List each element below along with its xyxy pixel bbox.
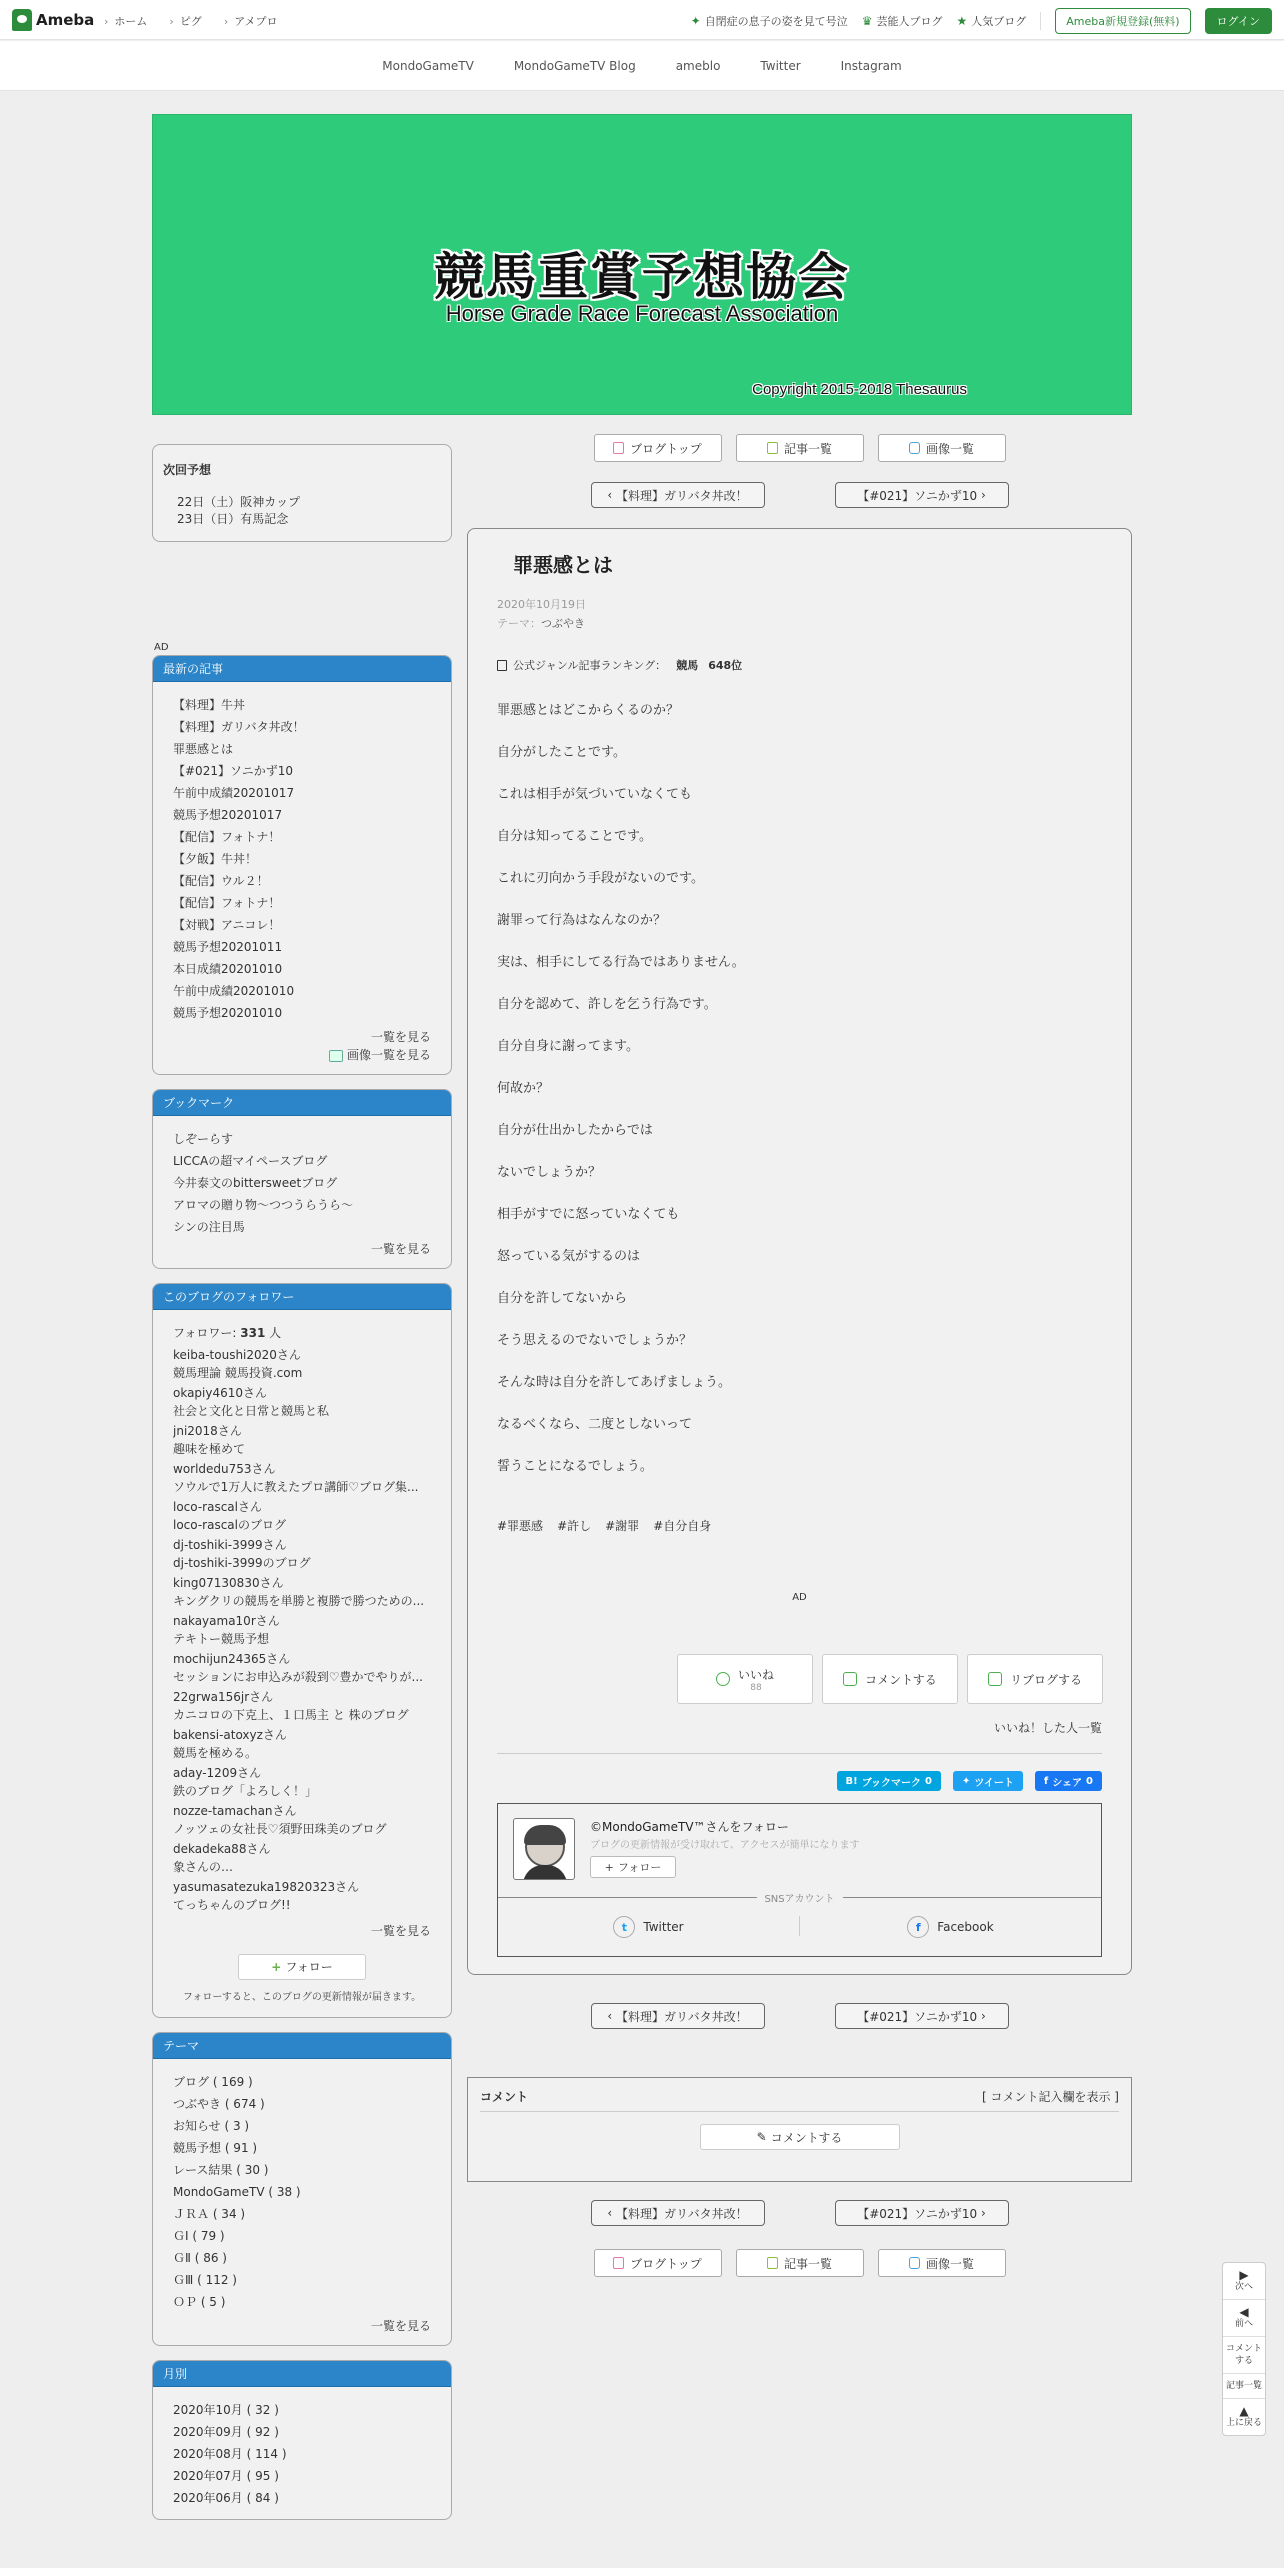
theme-link[interactable]: ＯＰ ( 5 ) <box>173 2295 226 2309</box>
follower-name: dj-toshiki-3999さん <box>173 1538 287 1552</box>
next-entry-label: 【#021】ソニかず10 <box>857 2206 978 2221</box>
float-entry-list-label: 記事一覧 <box>1225 2381 1262 2391</box>
trending-link[interactable] <box>691 13 848 29</box>
comment-icon: ✎ <box>756 2130 767 2144</box>
follower-item[interactable] <box>173 1346 431 1382</box>
follower-item[interactable] <box>173 1840 431 1876</box>
follower-name: jni2018さん <box>173 1424 242 1438</box>
divider <box>1040 12 1041 30</box>
hatena-bookmark-button[interactable] <box>837 1771 941 1791</box>
global-nav-pigg[interactable]: › ピグ <box>169 13 201 29</box>
article-paragraph: 怒っている気がするのは <box>497 1249 641 1264</box>
follower-name: nakayama10rさん <box>173 1614 280 1628</box>
comments-section <box>467 2077 1132 2182</box>
article-paragraph: これは相手が気づいていなくても <box>497 787 693 802</box>
prev-entry-button[interactable] <box>591 2200 765 2226</box>
next-entry-label: 【#021】ソニかず10 <box>857 488 978 503</box>
follower-name: dekadeka88さん <box>173 1842 271 1856</box>
bookmark-link[interactable]: アロマの贈り物～つつうらうら～ <box>173 1198 354 1212</box>
follow-button[interactable] <box>238 1954 366 1980</box>
twitter-label: Twitter <box>643 1920 684 1934</box>
blog-nav-twitter[interactable]: Twitter <box>760 58 801 73</box>
article-paragraph: なるべくなら、二度としないって <box>497 1417 693 1432</box>
follow-card-button-label: フォロー <box>617 1861 662 1874</box>
hashtag-link[interactable]: #謝罪 <box>605 1519 640 1533</box>
divider <box>497 1753 1102 1754</box>
image-list-button[interactable] <box>878 2249 1006 2277</box>
theme-link[interactable]: レース結果 ( 30 ) <box>173 2163 269 2177</box>
followers-header: このブログのフォロワー <box>153 1284 451 1310</box>
follower-blog-title: dj-toshiki-3999のブログ <box>173 1556 311 1570</box>
banner-title: 競馬重賞予想協会 <box>434 247 850 306</box>
blog-toolbar <box>467 434 1132 462</box>
facebook-share-button[interactable] <box>1035 1771 1102 1791</box>
follower-item[interactable] <box>173 1574 431 1610</box>
follower-name: king07130830さん <box>173 1576 284 1590</box>
follower-name: loco-rascalさん <box>173 1500 262 1514</box>
month-link[interactable]: 2020年07月 ( 95 ) <box>173 2469 279 2483</box>
next-forecast-box <box>152 444 452 542</box>
hatena-count: 0 <box>925 1775 932 1787</box>
plus-icon: + <box>604 1860 614 1874</box>
genre-ranking[interactable] <box>497 657 1102 673</box>
entry-pager-bottom <box>467 2200 1132 2226</box>
article-paragraph: 自分は知ってることです。 <box>497 829 652 844</box>
blog-nav-mondogametv-blog[interactable]: MondoGameTV Blog <box>513 58 636 73</box>
chevron-right-icon: › <box>977 2206 986 2220</box>
ameba-logo-icon <box>12 9 32 31</box>
entry-list-button[interactable] <box>736 2249 864 2277</box>
article-theme <box>497 615 1102 631</box>
entry-list-label: 記事一覧 <box>783 2256 832 2271</box>
blog-top-button[interactable] <box>594 434 722 462</box>
recent-posts-widget <box>152 655 452 1075</box>
banner-subtitle: Horse Grade Race Forecast Association <box>445 301 839 326</box>
chevron-left-icon: ‹ <box>607 2206 616 2220</box>
theme-widget <box>152 2032 452 2346</box>
tweet-button[interactable] <box>953 1771 1023 1791</box>
twitter-icon: t <box>613 1916 635 1938</box>
theme-link[interactable]: お知らせ ( 3 ) <box>173 2119 250 2133</box>
article-paragraph: 罪悪感とはどこからくるのか？ <box>497 703 680 718</box>
follower-blog-title: ノッツェの女社長♡須野田珠美のブログ <box>173 1822 387 1836</box>
follower-blog-title: 象さんの… <box>173 1860 234 1874</box>
blog-top-button[interactable] <box>594 2249 722 2277</box>
recent-more-link[interactable]: 一覧を見る <box>370 1030 431 1044</box>
facebook-label: Facebook <box>937 1920 994 1934</box>
global-nav-home[interactable]: › ホーム <box>104 13 147 29</box>
avatar[interactable] <box>513 1818 575 1880</box>
comment-button[interactable] <box>822 1654 958 1704</box>
next-forecast-line: 22日（土）阪神カップ <box>177 495 301 509</box>
blog-nav <box>0 41 1284 91</box>
follower-item[interactable] <box>173 1650 431 1686</box>
recent-post-link[interactable]: 【配信】フォトナ！ <box>173 896 281 910</box>
follower-blog-title: 競馬を極める。 <box>173 1746 258 1760</box>
monthly-widget <box>152 2360 452 2520</box>
recent-images-label: 画像一覧を見る <box>346 1048 431 1062</box>
follower-item[interactable] <box>173 1688 431 1724</box>
global-nav <box>104 13 278 29</box>
follower-name: keiba-toushi2020さん <box>173 1348 301 1362</box>
banner-copyright: Copyright 2015-2018 Thesaurus <box>752 381 967 398</box>
article-tags <box>497 1517 1102 1534</box>
bookmark-widget <box>152 1089 452 1269</box>
month-link[interactable]: 2020年06月 ( 84 ) <box>173 2491 279 2505</box>
follower-blog-title: 競馬理論 競馬投資.com <box>173 1366 303 1380</box>
sidebar <box>152 444 452 2534</box>
popular-blog-link[interactable] <box>956 13 1026 29</box>
follower-blog-title: カニコロの下克上、１口馬主 と 株のブログ <box>173 1708 409 1722</box>
hatena-icon: B! <box>845 1775 858 1787</box>
floating-nav <box>1222 2262 1266 2436</box>
follow-card-description: ブログの更新情報が受け取れて、アクセスが簡単になります <box>590 1840 860 1851</box>
article-paragraph: 実は、相手にしてる行為ではありません。 <box>497 955 745 970</box>
follow-note: フォローすると、このブログの更新情報が届きます。 <box>182 1992 422 2003</box>
crown-icon: ♛ <box>861 14 873 28</box>
recent-post-link[interactable]: 午前中成績20201017 <box>173 786 295 800</box>
article-paragraph: 自分を許してないから <box>497 1291 628 1306</box>
sns-label: SNSアカウント <box>756 1890 842 1905</box>
bookmark-more-link[interactable]: 一覧を見る <box>370 1242 431 1256</box>
facebook-share-label: シェア <box>1052 1777 1083 1789</box>
follower-blog-title: てっちゃんのブログ!! <box>173 1898 291 1912</box>
float-top[interactable] <box>1223 2399 1265 2435</box>
follow-card-button[interactable] <box>590 1856 676 1878</box>
document-icon <box>767 442 778 454</box>
main-column <box>467 432 1132 2271</box>
sns-links <box>498 1916 1101 1938</box>
like-button[interactable] <box>677 1654 813 1704</box>
monthly-header: 月別 <box>153 2361 451 2387</box>
ranking-genre: 競馬 <box>676 659 699 672</box>
article-paragraph: 誓うことになるでしょう。 <box>497 1459 653 1474</box>
float-next-label: 次へ <box>1234 2282 1253 2292</box>
hashtag-link[interactable]: #罪悪感 <box>497 1519 544 1533</box>
global-nav-amepro[interactable]: › アメプロ <box>224 13 278 29</box>
login-button[interactable]: ログイン <box>1205 8 1272 34</box>
comments-header <box>480 2088 1119 2112</box>
theme-link[interactable]: ＪＲＡ ( 34 ) <box>173 2207 246 2221</box>
follower-count-unit: 人 <box>265 1326 282 1340</box>
follower-blog-title: 鉄のブログ「よろしく！」 <box>173 1784 318 1798</box>
next-entry-button[interactable] <box>835 2003 1009 2029</box>
article-paragraph: そんな時は自分を許してあげましょう。 <box>497 1375 732 1390</box>
article-paragraph: ないでしょうか？ <box>497 1165 602 1180</box>
recent-images-link[interactable] <box>173 1046 431 1064</box>
entry-pager-middle <box>467 2003 1132 2029</box>
follower-name: aday-1209さん <box>173 1766 262 1780</box>
facebook-icon: f <box>1043 1775 1049 1787</box>
bookmark-link[interactable]: しぞーらす <box>173 1132 234 1146</box>
image-list-button[interactable] <box>878 434 1006 462</box>
entry-list-label: 記事一覧 <box>783 441 832 456</box>
recent-post-link[interactable]: 【対戦】アニコレ！ <box>173 918 281 932</box>
month-link[interactable]: 2020年08月 ( 114 ) <box>173 2447 287 2461</box>
avatar-body <box>523 1865 567 1880</box>
blog-toolbar-bottom <box>467 2249 1132 2277</box>
smile-icon <box>716 1672 730 1686</box>
recent-post-link[interactable]: 競馬予想20201010 <box>173 1006 283 1020</box>
up-arrow-icon: ▲ <box>1239 2404 1249 2418</box>
celebrity-blog-link[interactable] <box>862 13 943 29</box>
next-forecast-line: 23日（日）有馬記念 <box>177 512 289 526</box>
register-button[interactable]: Ameba新規登録(無料) <box>1055 8 1190 34</box>
recent-post-link[interactable]: 【#021】ソニかず10 <box>173 764 293 778</box>
bookmark-link[interactable]: LICCAの超マイペースブログ <box>173 1154 328 1168</box>
recent-post-link[interactable]: 罪悪感とは <box>173 742 234 756</box>
blog-header-banner[interactable] <box>152 114 1132 415</box>
blog-nav-instagram[interactable]: Instagram <box>840 58 902 73</box>
chevron-left-icon: ‹ <box>607 488 616 502</box>
tweet-label: ツイート <box>974 1777 1014 1789</box>
ameba-logo[interactable] <box>12 8 94 32</box>
article-date: 2020年10月19日 <box>497 598 586 611</box>
article-theme-link[interactable]: つぶやき <box>541 617 585 630</box>
image-icon <box>329 1050 343 1062</box>
reblog-button[interactable] <box>967 1654 1103 1704</box>
article-theme-label: テーマ： <box>497 617 541 630</box>
follower-count-label: フォロワー: <box>173 1326 241 1340</box>
follower-item[interactable] <box>173 1384 431 1420</box>
write-comment-button[interactable] <box>700 2124 900 2150</box>
ad-label: AD <box>792 1592 807 1603</box>
followers-more-link[interactable]: 一覧を見る <box>370 1924 431 1938</box>
recent-post-link[interactable]: 競馬予想20201017 <box>173 808 283 822</box>
comments-title: コメント <box>480 2090 529 2104</box>
follower-blog-title: 趣味を極めて <box>173 1442 246 1456</box>
follower-item[interactable] <box>173 1802 431 1838</box>
bookmark-link[interactable]: シンの注目馬 <box>173 1220 245 1234</box>
global-right-links <box>691 8 1272 34</box>
recent-post-link[interactable]: 【料理】ガリバタ丼改！ <box>173 720 305 734</box>
follower-item[interactable] <box>173 1422 431 1458</box>
write-comment-label: コメントする <box>770 2130 843 2145</box>
follower-item[interactable] <box>173 1878 431 1914</box>
follower-item[interactable] <box>173 1498 431 1534</box>
theme-link[interactable]: つぶやき ( 674 ) <box>173 2097 265 2111</box>
next-forecast-title: 次回予想 <box>163 463 212 477</box>
article-paragraph: 自分がしたことです。 <box>497 745 626 760</box>
global-header <box>0 0 1284 40</box>
article-body <box>497 701 1102 1477</box>
follow-button-label: フォロー <box>285 1960 333 1974</box>
prev-entry-label: 【料理】ガリバタ丼改！ <box>615 2206 748 2221</box>
theme-link[interactable]: ＧⅡ ( 86 ) <box>173 2251 227 2265</box>
article-paragraph: 相手がすでに怒っていなくても <box>497 1207 680 1222</box>
twitter-link[interactable] <box>498 1916 799 1938</box>
follower-name: nozze-tamachanさん <box>173 1804 297 1818</box>
article-paragraph: 謝罪って行為はなんなのか？ <box>497 913 667 928</box>
prev-entry-button[interactable] <box>591 2003 765 2029</box>
follower-blog-title: セッションにお申込みが殺到♡豊かでやりが... <box>173 1670 423 1684</box>
float-comment-label: コメントする <box>1225 2344 1262 2366</box>
blog-nav-mondogametv[interactable]: MondoGameTV <box>382 58 474 73</box>
twitter-bird-icon: ✦ <box>961 1775 971 1787</box>
entry-list-button[interactable] <box>736 434 864 462</box>
follow-card <box>497 1803 1102 1957</box>
facebook-link[interactable] <box>800 1916 1101 1938</box>
chevron-left-icon: ‹ <box>607 2009 616 2023</box>
sparkle-icon: ✦ <box>690 14 701 28</box>
avatar-hair <box>524 1825 566 1845</box>
float-next[interactable] <box>1223 2263 1265 2300</box>
recent-post-link[interactable]: 午前中成績20201010 <box>173 984 295 998</box>
ad-label: AD <box>154 642 169 653</box>
recent-post-link[interactable]: 本日成績20201010 <box>173 962 283 976</box>
ranking-value: 648位 <box>708 659 743 672</box>
blog-nav-ameblo[interactable]: ameblo <box>675 58 721 73</box>
hatena-label: ブックマーク <box>861 1777 921 1789</box>
popular-blog-label: 人気ブログ <box>971 15 1027 28</box>
theme-more-link[interactable]: 一覧を見る <box>370 2319 431 2333</box>
follower-item[interactable] <box>173 1460 431 1496</box>
prev-entry-label: 【料理】ガリバタ丼改！ <box>615 488 748 503</box>
back-icon: ◀ <box>1239 2305 1249 2319</box>
liked-people-link[interactable]: いいね！した人一覧 <box>993 1721 1102 1735</box>
celebrity-blog-label: 芸能人ブログ <box>876 15 943 28</box>
recent-post-link[interactable]: 【夕飯】牛丼！ <box>173 852 258 866</box>
home-icon <box>613 2257 624 2269</box>
follower-item[interactable] <box>173 1726 431 1762</box>
next-entry-label: 【#021】ソニかず10 <box>857 2009 978 2024</box>
comment-icon <box>843 1672 857 1686</box>
follower-count-value: 331 <box>240 1326 266 1340</box>
follower-name: 22grwa156jrさん <box>173 1690 274 1704</box>
reblog-icon <box>988 1672 1002 1686</box>
prev-entry-label: 【料理】ガリバタ丼改！ <box>615 2009 748 2024</box>
trending-link-label: 自閉症の息子の姿を見て号泣 <box>704 15 848 28</box>
follower-blog-title: キングクリの競馬を単勝と複勝で勝つための... <box>173 1594 425 1608</box>
theme-link[interactable]: ＧⅠ ( 79 ) <box>173 2229 225 2243</box>
article <box>467 528 1132 1975</box>
theme-link[interactable]: ブログ ( 169 ) <box>173 2075 253 2089</box>
camera-icon <box>909 442 920 454</box>
float-top-label: 上に戻る <box>1225 2418 1262 2428</box>
document-icon <box>767 2257 778 2269</box>
comment-label: コメントする <box>865 1672 937 1687</box>
article-paragraph: 自分を認めて、許しを乞う行為です。 <box>497 997 717 1012</box>
reaction-buttons <box>677 1654 1103 1704</box>
follow-card-name: ©MondoGameTV™さんをフォロー <box>590 1820 789 1834</box>
hashtag-link[interactable]: #許し <box>557 1519 592 1533</box>
camera-icon <box>909 2257 920 2269</box>
chevron-right-icon: › <box>977 488 986 502</box>
next-entry-button[interactable] <box>835 482 1009 508</box>
show-comment-form-link[interactable]: [ コメント記入欄を表示 ] <box>982 2090 1119 2104</box>
prev-entry-button[interactable] <box>591 482 765 508</box>
follower-blog-title: テキトー競馬予想 <box>173 1632 270 1646</box>
ad-space <box>152 542 452 642</box>
article-paragraph: 何故か？ <box>497 1081 550 1096</box>
bookmark-header: ブックマーク <box>153 1090 451 1116</box>
recent-post-link[interactable]: 【配信】ウル２！ <box>173 874 269 888</box>
float-prev[interactable] <box>1223 2300 1265 2337</box>
followers-widget <box>152 1283 452 2018</box>
follower-name: yasumasatezuka19820323さん <box>173 1880 360 1894</box>
theme-header: テーマ <box>153 2033 451 2059</box>
ranking-icon <box>497 660 507 671</box>
recent-post-link[interactable]: 競馬予想20201011 <box>173 940 283 954</box>
month-link[interactable]: 2020年10月 ( 32 ) <box>173 2403 279 2417</box>
star-icon: ★ <box>956 14 968 28</box>
article-paragraph: 自分が仕出かしたからでは <box>497 1123 653 1138</box>
ameba-logo-text: Ameba <box>36 11 95 29</box>
article-paragraph: そう思えるのでないでしょうか？ <box>497 1333 693 1348</box>
recent-post-link[interactable]: 【料理】牛丼 <box>173 698 246 712</box>
ranking-label: 公式ジャンル記事ランキング： <box>513 659 667 672</box>
chevron-right-icon: › <box>977 2009 986 2023</box>
hashtag-link[interactable]: #自分自身 <box>653 1519 712 1533</box>
follower-blog-title: ソウルで1万人に教えたプロ講師♡ブログ集... <box>173 1480 419 1494</box>
image-list-label: 画像一覧 <box>925 2256 974 2271</box>
follower-count <box>173 1322 431 1344</box>
theme-link[interactable]: ＧⅢ ( 112 ) <box>173 2273 237 2287</box>
follower-name: bakensi-atoxyzさん <box>173 1728 287 1742</box>
float-prev-label: 前へ <box>1234 2319 1253 2329</box>
bookmark-link[interactable]: 今井泰文のbittersweetブログ <box>173 1176 338 1190</box>
theme-link[interactable]: 競馬予想 ( 91 ) <box>173 2141 258 2155</box>
like-count: 88 <box>750 1682 762 1693</box>
facebook-share-count: 0 <box>1086 1775 1093 1787</box>
like-label: いいね <box>737 1667 774 1682</box>
follower-item[interactable] <box>173 1612 431 1648</box>
follower-blog-title: 社会と文化と日常と競馬と私 <box>173 1404 330 1418</box>
blog-top-label: ブログトップ <box>630 2256 702 2271</box>
plus-icon: + <box>271 1960 282 1974</box>
follower-item[interactable] <box>173 1536 431 1572</box>
entry-pager-top <box>467 482 1132 508</box>
facebook-icon: f <box>907 1916 929 1938</box>
reblog-label: リブログする <box>1009 1672 1082 1687</box>
month-link[interactable]: 2020年09月 ( 92 ) <box>173 2425 279 2439</box>
float-comment[interactable] <box>1223 2337 1265 2374</box>
home-icon <box>613 442 624 454</box>
image-list-label: 画像一覧 <box>925 441 974 456</box>
article-title[interactable]: 罪悪感とは <box>513 553 613 577</box>
follower-blog-title: loco-rascalのブログ <box>173 1518 286 1532</box>
play-icon: ▶ <box>1239 2268 1249 2282</box>
follower-name: okapiy4610さん <box>173 1386 268 1400</box>
share-buttons <box>837 1771 1103 1791</box>
recent-post-link[interactable]: 【配信】フォトナ！ <box>173 830 281 844</box>
article-paragraph: 自分自身に謝ってます。 <box>497 1039 639 1054</box>
blog-top-label: ブログトップ <box>630 441 702 456</box>
float-entry-list[interactable] <box>1223 2374 1265 2399</box>
recent-posts-header: 最新の記事 <box>153 656 451 682</box>
article-paragraph: これに刃向かう手段がないのです。 <box>497 871 704 886</box>
follower-item[interactable] <box>173 1764 431 1800</box>
follower-name: worldedu753さん <box>173 1462 276 1476</box>
next-entry-button[interactable] <box>835 2200 1009 2226</box>
follower-name: mochijun24365さん <box>173 1652 291 1666</box>
theme-link[interactable]: MondoGameTV ( 38 ) <box>173 2185 301 2199</box>
